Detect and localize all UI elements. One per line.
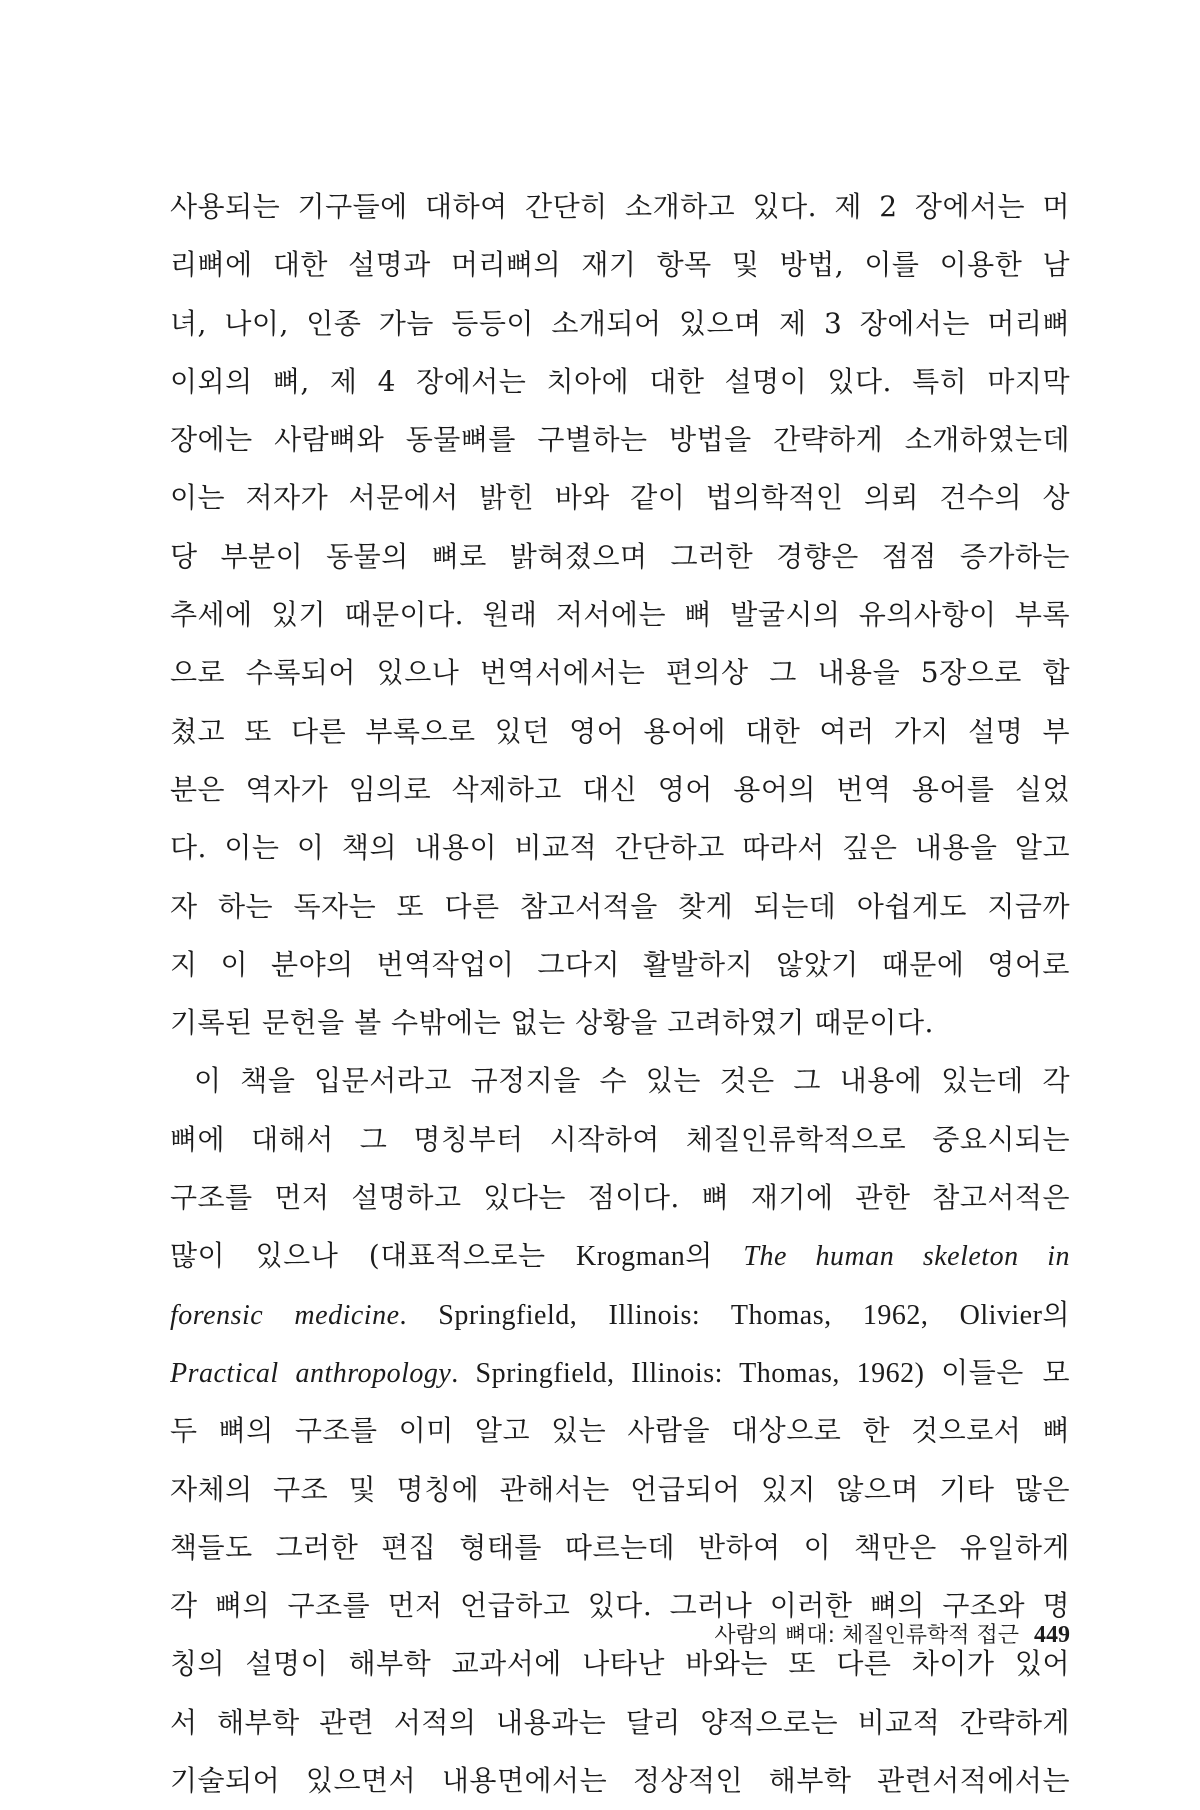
text-segment: 쳤고 또 다른 부록으로 있던 영어 용어에 대한 여러 가지 설명 부 <box>170 714 1070 748</box>
text-segment: 칭의 설명이 해부학 교과서에 나타난 바와는 또 다른 차이가 있어 <box>170 1647 1070 1681</box>
text-line <box>170 295 1070 353</box>
text-segment: 이는 저자가 서문에서 밝힌 바와 같이 법의학적인 의뢰 건수의 상 <box>170 481 1070 515</box>
text-line <box>170 819 1070 877</box>
text-line <box>170 236 1070 294</box>
text-line <box>170 1752 1070 1810</box>
text-segment: 이들은 모 <box>941 1355 1070 1389</box>
text-segment: 기술되어 있으면서 내용면에서는 정상적인 해부학 관련서적에서는 <box>170 1764 1070 1798</box>
text-segment: 기록된 문헌을 볼 수밖에는 없는 상황을 고려하였기 때문이다. <box>170 1006 934 1040</box>
text-segment: 뼈에 대해서 그 명칭부터 시작하여 체질인류학적으로 중요시되는 <box>170 1122 1070 1156</box>
text-segment: 자 하는 독자는 또 다른 참고서적을 찾게 되는데 아쉽게도 지금까 <box>170 889 1070 923</box>
text-segment: 구조를 먼저 설명하고 있다는 점이다. 뼈 재기에 관한 참고서적은 <box>170 1181 1070 1215</box>
text-segment: 두 뼈의 구조를 이미 알고 있는 사람을 대상으로 한 것으로서 뼈 <box>170 1414 1070 1448</box>
text-line <box>170 761 1070 819</box>
text-segment: 추세에 있기 때문이다. 원래 저서에는 뼈 발굴시의 유의사항이 부록 <box>170 598 1070 632</box>
text-line <box>170 528 1070 586</box>
text-segment: 의 <box>1042 1297 1070 1331</box>
text-line <box>170 411 1070 469</box>
running-title: 사람의 뼈대: 체질인류학적 접근 <box>714 1623 1019 1648</box>
text-segment: 자체의 구조 및 명칭에 관해서는 언급되어 있지 않으며 기타 많은 <box>170 1472 1070 1506</box>
text-line <box>170 353 1070 411</box>
text-segment: 의 <box>685 1239 744 1273</box>
page-footer <box>650 1618 1070 1649</box>
text-segment: . Springfield, Illinois: Thomas, 1962, Olivier <box>399 1299 1043 1331</box>
text-segment: 다. 이는 이 책의 내용이 비교적 간단하고 따라서 깊은 내용을 알고 <box>170 831 1070 865</box>
text-segment: 많이 있으나 (대표적으로는 <box>170 1239 577 1273</box>
body-text <box>170 178 1070 1810</box>
text-line <box>170 1519 1070 1577</box>
text-segment: . Springfield, Illinois: Thomas, 1962) <box>451 1357 942 1389</box>
text-segment: 이 책을 입문서라고 규정지을 수 있는 것은 그 내용에 있는데 각 <box>194 1064 1070 1098</box>
text-line <box>170 1402 1070 1460</box>
text-segment: 이외의 뼈, 제 4 장에서는 치아에 대한 설명이 있다. 특히 마지막 <box>170 364 1070 398</box>
text-segment: 으로 수록되어 있으나 번역서에서는 편의상 그 내용을 5장으로 합 <box>170 656 1070 690</box>
text-line <box>170 994 1070 1052</box>
text-segment: 리뼈에 대한 설명과 머리뼈의 재기 항목 및 방법, 이를 이용한 남 <box>170 248 1070 282</box>
text-segment: 서 해부학 관련 서적의 내용과는 달리 양적으로는 비교적 간략하게 <box>170 1705 1070 1739</box>
text-line <box>170 1111 1070 1169</box>
text-line <box>170 1169 1070 1227</box>
text-segment: 각 뼈의 구조를 먼저 언급하고 있다. 그러나 이러한 뼈의 구조와 명 <box>170 1589 1070 1623</box>
text-segment: 녀, 나이, 인종 가늠 등등이 소개되어 있으며 제 3 장에서는 머리뼈 <box>170 306 1070 340</box>
italic-title-segment: The human skeleton in <box>743 1241 1070 1273</box>
text-segment: 지 이 분야의 번역작업이 그다지 활발하지 않았기 때문에 영어로 <box>170 947 1070 981</box>
text-line <box>170 878 1070 936</box>
text-segment: 책들도 그러한 편집 형태를 따르는데 반하여 이 책만은 유일하게 <box>170 1530 1070 1564</box>
text-line <box>170 1052 1070 1110</box>
text-line <box>170 644 1070 702</box>
text-line <box>170 1286 1070 1344</box>
italic-title-segment: forensic medicine <box>170 1299 400 1331</box>
text-line <box>170 1694 1070 1752</box>
text-line <box>170 1344 1070 1402</box>
text-segment: 분은 역자가 임의로 삭제하고 대신 영어 용어의 번역 용어를 실었 <box>170 772 1070 806</box>
text-line <box>170 1461 1070 1519</box>
text-line <box>170 586 1070 644</box>
text-line <box>170 1227 1070 1285</box>
text-line <box>170 703 1070 761</box>
text-segment: 장에는 사람뼈와 동물뼈를 구별하는 방법을 간략하게 소개하였는데 <box>170 423 1070 457</box>
text-line <box>170 178 1070 236</box>
page-number: 449 <box>1034 1622 1070 1648</box>
text-line <box>170 936 1070 994</box>
text-segment: Krogman <box>576 1241 686 1273</box>
text-line <box>170 469 1070 527</box>
text-segment: 당 부분이 동물의 뼈로 밝혀졌으며 그러한 경향은 점점 증가하는 <box>170 539 1070 573</box>
text-segment: 사용되는 기구들에 대하여 간단히 소개하고 있다. 제 2 장에서는 머 <box>170 190 1070 223</box>
italic-title-segment: Practical anthropology <box>170 1357 452 1389</box>
